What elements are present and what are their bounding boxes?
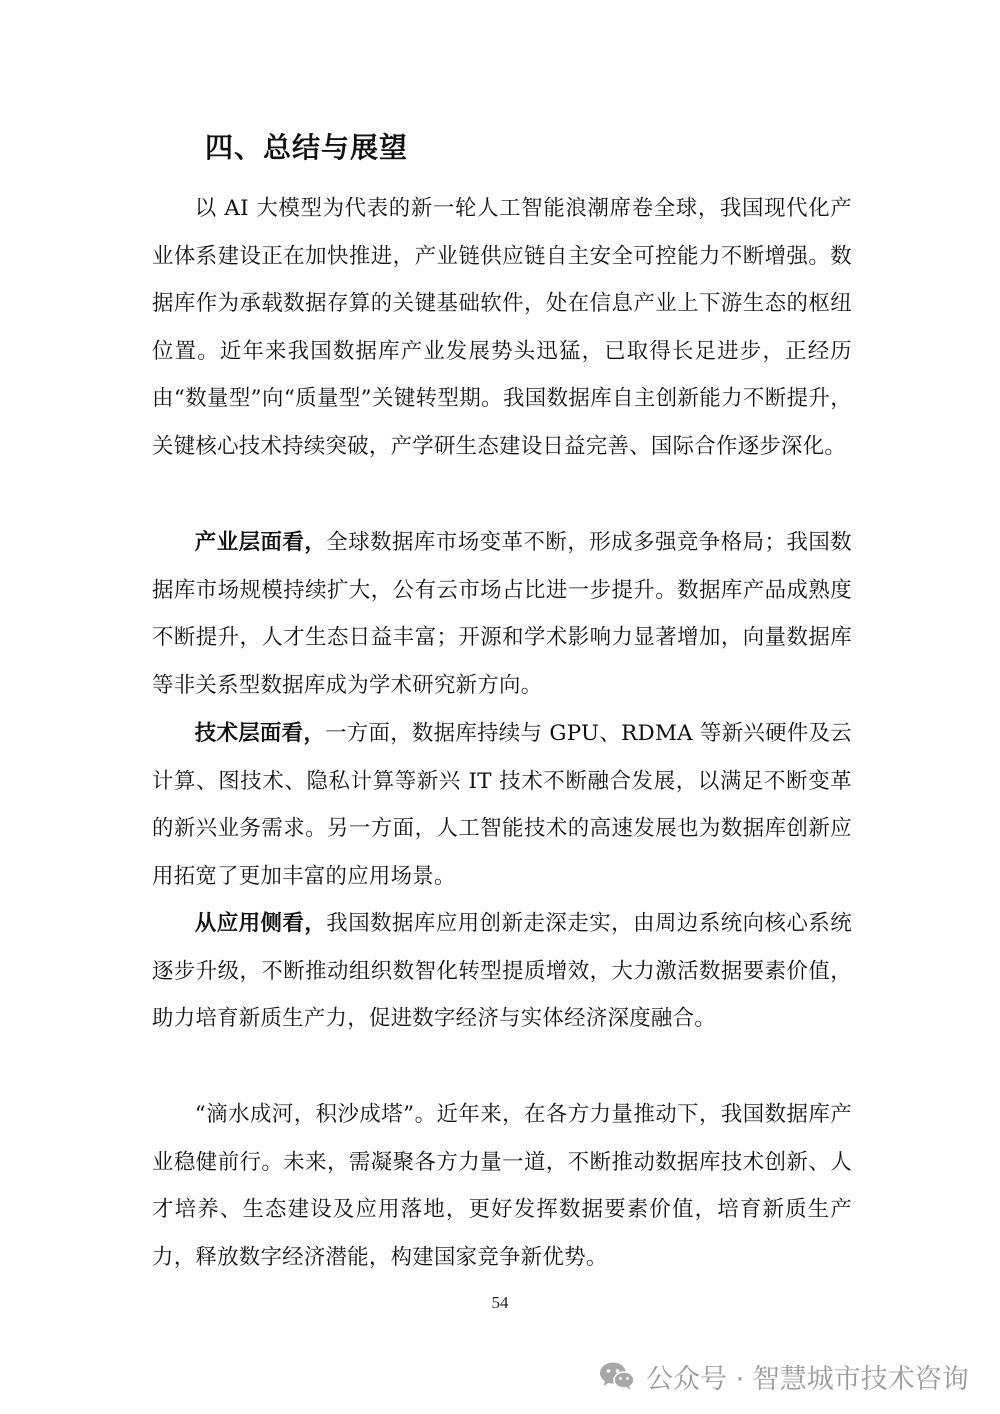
paragraph-lead: 产业层面看，	[194, 530, 327, 555]
paragraph-lead: 技术层面看，	[194, 721, 326, 746]
paragraph-lead: 从应用侧看，	[194, 911, 327, 936]
page-number: 54	[491, 1293, 509, 1312]
watermark-text: 公众号 · 智慧城市技术咨询	[646, 1363, 969, 1395]
watermark	[598, 1356, 969, 1396]
paragraph-text: 我国数据库应用创新走深走实，由周边系统向核心系统逐步升级，不断推动组织数智化转型提质增效，大力激活数据要素价值，助力培育新质生产力，促进数字经济与实体经济深度融合。	[152, 911, 852, 1031]
paragraph-technology	[152, 710, 852, 900]
paragraph-application	[152, 900, 852, 1043]
paragraph-text: 一方面，数据库持续与 GPU、RDMA 等新兴硬件及云计算、图技术、隐私计算等新兴 IT 技术不断融合发展，以满足不断变革的新兴业务需求。另一方面，人工智能技术的高速发展也为数据库创新应用拓宽了更加丰富的应用场景。	[152, 721, 852, 889]
paragraph-text: “滴水成河，积沙成塔”。近年来，在各方力量推动下，我国数据库产业稳健前行。未来，需凝聚各方力量一道，不断推动数据库技术创新、人才培养、生态建设及应用落地，更好发挥数据要素价值，培育新质生产力，释放数字经济潜能，构建国家竞争新优势。	[152, 1102, 852, 1270]
wechat-icon	[598, 1360, 636, 1392]
paragraph-outlook	[152, 1091, 852, 1281]
section-heading: 四、总结与展望	[205, 131, 409, 164]
paragraph-intro	[152, 185, 852, 470]
paragraph-text: 全球数据库市场变革不断，形成多强竞争格局；我国数据库市场规模持续扩大，公有云市场占比进一步提升。数据库产品成熟度不断提升，人才生态日益丰富；开源和学术影响力显著增加，向量数据库等非关系型数据库成为学术研究新方向。	[152, 530, 852, 698]
paragraph-industry	[152, 519, 852, 709]
paragraph-text: 以 AI 大模型为代表的新一轮人工智能浪潮席卷全球，我国现代化产业体系建设正在加快推进，产业链供应链自主安全可控能力不断增强。数据库作为承载数据存算的关键基础软件，处在信息产业上下游生态的枢纽位置。近年来我国数据库产业发展势头迅猛，已取得长足进步，正经历由“数量型”向“质量型”关键转型期。我国数据库自主创新能力不断提升，关键核心技术持续突破，产学研生态建设日益完善、国际合作逐步深化。	[152, 196, 852, 459]
